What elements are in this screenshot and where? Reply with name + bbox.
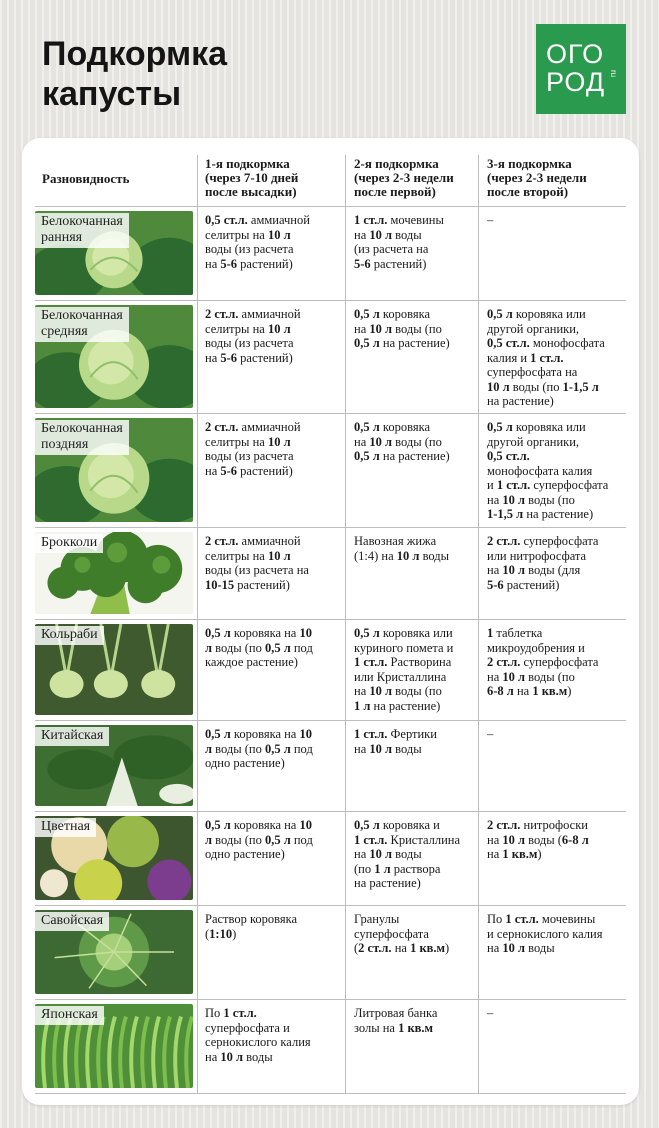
feeding-cell-1: 0,5 ст.л. аммиачной селитры на 10 л воды (из расчета на 5-6 растений) (205, 213, 310, 271)
variety-name: Белокочанная средняя (35, 307, 129, 342)
logo-line-1: ОГО (546, 39, 605, 69)
feeding-cell-2: 0,5 л коровяка и 1 ст.л. Кристаллина на 10 л воды (по 1 л раствора на растение) (354, 818, 461, 890)
feeding-cell-2: 0,5 л коровяка на 10 л воды (по 0,5 л на растение) (354, 307, 450, 350)
ogorod-logo (536, 24, 626, 114)
variety-name: Белокочанная поздняя (35, 420, 129, 455)
feeding-cell-3: По 1 ст.л. мочевины и сернокислого калия на 10 л воды (487, 912, 603, 955)
feeding-cell-1: 0,5 л коровяка на 10 л воды (по 0,5 л под одно растение) (205, 818, 313, 861)
row-divider (35, 300, 626, 301)
feeding-cell-3: 2 ст.л. суперфосфата или нитрофосфата на 10 л воды (для 5-6 растений) (487, 534, 599, 592)
variety-name: Китайская (35, 727, 109, 746)
feeding-cell-3: 0,5 л коровяка или другой органики, 0,5 ст.л. монофосфата калия и 1 ст.л. суперфосфата на 10 л воды (по 1-1,5 л на растение) (487, 307, 605, 408)
feeding-cell-3: 1 таблетка микроудобрения и 2 ст.л. суперфосфата на 10 л воды (по 6-8 л на 1 кв.м) (487, 626, 599, 698)
variety-image (35, 816, 193, 900)
variety-name: Брокколи (35, 534, 103, 553)
feeding-cell-2: 1 ст.л. Фертики на 10 л воды (354, 727, 437, 756)
feeding-cell-1: По 1 ст.л. суперфосфата и сернокислого калия на 10 л воды (205, 1006, 311, 1064)
feeding-cell-3: 2 ст.л. нитрофоски на 10 л воды (6-8 л на 1 кв.м) (487, 818, 589, 861)
fertilizer-table (22, 138, 639, 1105)
row-divider (35, 206, 626, 207)
logo-line-2: РОД (546, 67, 606, 97)
variety-name: Савойская (35, 912, 109, 931)
row-divider (35, 1093, 626, 1094)
feeding-cell-2: 0,5 л коровяка на 10 л воды (по 0,5 л на растение) (354, 420, 450, 463)
feeding-cell-2: 0,5 л коровяка или куриного помета и 1 ст.л. Растворина или Кристаллина на 10 л воды (по 1 л на растение) (354, 626, 454, 713)
row-divider (35, 720, 626, 721)
feeding-cell-2: Гранулы суперфосфата (2 ст.л. на 1 кв.м) (354, 912, 450, 955)
variety-image (35, 910, 193, 994)
feeding-cell-2: Навозная жижа (1:4) на 10 л воды (354, 534, 450, 563)
page-title: Подкормка капусты (42, 35, 228, 113)
row-divider (35, 999, 626, 1000)
feeding-cell-3: – (487, 727, 494, 741)
feeding-cell-1: 2 ст.л. аммиачной селитры на 10 л воды (из расчета на 5-6 растений) (205, 307, 301, 365)
column-header: 2-я подкормка (через 2-3 недели после первой) (354, 156, 454, 199)
feeding-cell-1: Раствор коровяка (1:10) (205, 912, 298, 941)
variety-name: Цветная (35, 818, 96, 837)
feeding-cell-3: – (487, 213, 494, 227)
row-divider (35, 619, 626, 620)
variety-name: Японская (35, 1006, 104, 1025)
feeding-cell-1: 2 ст.л. аммиачной селитры на 10 л воды (из расчета на 10-15 растений) (205, 534, 309, 592)
feeding-cell-1: 0,5 л коровяка на 10 л воды (по 0,5 л под каждое растение) (205, 626, 313, 669)
row-divider (35, 905, 626, 906)
column-header: 1-я подкормка (через 7-10 дней после высадки) (205, 156, 299, 199)
feeding-cell-3: – (487, 1006, 494, 1020)
feeding-cell-3: 0,5 л коровяка или другой органики, 0,5 ст.л. монофосфата калия и 1 ст.л. суперфосфата на 10 л воды (по 1-1,5 л на растение) (487, 420, 609, 521)
variety-name: Белокочанная ранняя (35, 213, 129, 248)
row-divider (35, 413, 626, 414)
variety-image (35, 418, 193, 522)
logo-suffix: ru (609, 70, 618, 78)
row-divider (35, 527, 626, 528)
row-divider (35, 811, 626, 812)
column-divider (478, 155, 479, 1093)
column-divider (197, 155, 198, 1093)
variety-image (35, 305, 193, 408)
variety-image (35, 624, 193, 715)
column-header: Разновидность (42, 171, 130, 186)
variety-image (35, 1004, 193, 1088)
variety-image (35, 725, 193, 806)
variety-image (35, 211, 193, 295)
variety-image (35, 532, 193, 614)
variety-name: Кольраби (35, 626, 104, 645)
feeding-cell-1: 0,5 л коровяка на 10 л воды (по 0,5 л под одно растение) (205, 727, 313, 770)
feeding-cell-2: Литровая банка золы на 1 кв.м (354, 1006, 438, 1035)
feeding-cell-2: 1 ст.л. мочевины на 10 л воды (из расчета на 5-6 растений) (354, 213, 444, 271)
feeding-cell-1: 2 ст.л. аммиачной селитры на 10 л воды (из расчета на 5-6 растений) (205, 420, 301, 478)
table-grid (22, 138, 639, 1105)
column-divider (345, 155, 346, 1093)
column-header: 3-я подкормка (через 2-3 недели после второй) (487, 156, 587, 199)
